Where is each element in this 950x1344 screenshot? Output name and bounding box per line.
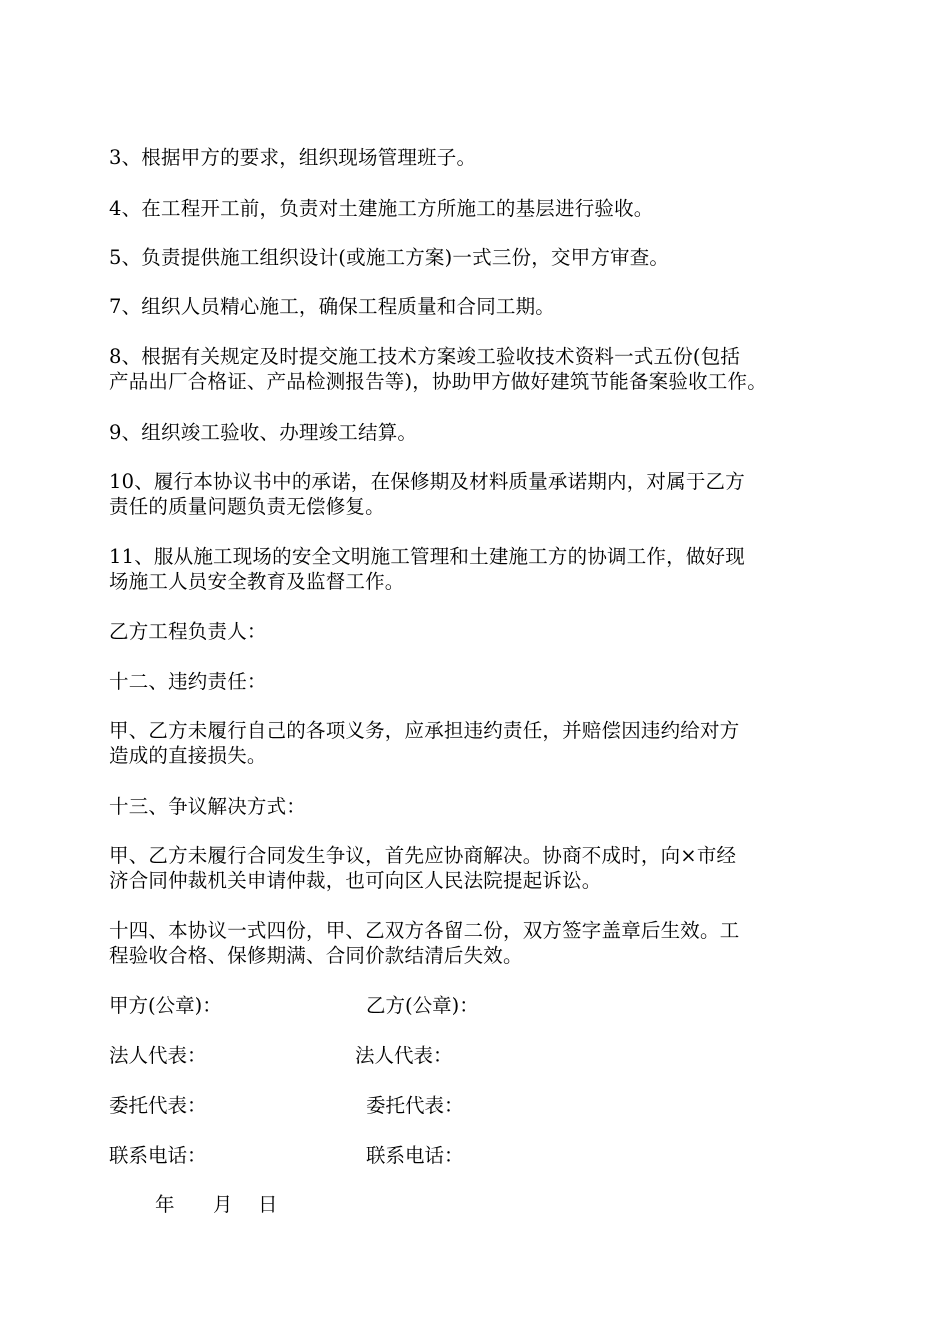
section-13-body: 甲、乙方未履行合同发生争议，首先应协商解决。协商不成时，向×市经 济合同仲裁机关申请仲裁，也可向区人民法院提起诉讼。	[109, 844, 737, 892]
obligation-item-8: 8、根据有关规定及时提交施工技术方案竣工验收技术资料一式五份(包括 产品出厂合格证、产品检测报告等)，协助甲方做好建筑节能备案验收工作。	[109, 345, 767, 393]
party-b-agent-label: 委托代表：	[366, 1094, 464, 1117]
party-b-phone-label: 联系电话：	[366, 1144, 464, 1167]
party-b-legal-rep-label: 法人代表：	[355, 1044, 453, 1067]
party-a-agent-label: 委托代表：	[109, 1094, 207, 1117]
section-13-heading: 十三、争议解决方式：	[109, 795, 307, 818]
obligation-item-10: 10、履行本协议书中的承诺，在保修期及材料质量承诺期内，对属于乙方 责任的质量问题负责无偿修复。	[109, 470, 745, 518]
date-year-label: 年	[155, 1193, 175, 1216]
party-a-legal-rep-label: 法人代表：	[109, 1044, 207, 1067]
obligation-item-4: 4、在工程开工前，负责对土建施工方所施工的基层进行验收。	[109, 197, 654, 220]
party-a-phone-label: 联系电话：	[109, 1144, 207, 1167]
section-12-body: 甲、乙方未履行自己的各项义务，应承担违约责任，并赔偿因违约给对方 造成的直接损失。	[109, 719, 740, 767]
obligation-item-3: 3、根据甲方的要求，组织现场管理班子。	[109, 146, 477, 169]
section-12-heading: 十二、违约责任：	[109, 670, 267, 693]
party-b-seal-label: 乙方(公章)：	[366, 994, 479, 1017]
obligation-item-11: 11、服从施工现场的安全文明施工管理和土建施工方的协调工作，做好现 场施工人员安全教育及监督工作。	[109, 545, 745, 593]
obligation-item-9: 9、组织竣工验收、办理竣工结算。	[109, 421, 418, 444]
party-b-manager-label: 乙方工程负责人：	[109, 620, 267, 643]
date-month-label: 月	[213, 1193, 233, 1216]
obligation-item-7: 7、组织人员精心施工，确保工程质量和合同工期。	[109, 295, 556, 318]
party-a-seal-label: 甲方(公章)：	[109, 994, 222, 1017]
date-day-label: 日	[258, 1193, 278, 1216]
obligation-item-5: 5、负责提供施工组织设计(或施工方案)一式三份，交甲方审查。	[109, 246, 670, 269]
section-14-body: 十四、本协议一式四份，甲、乙双方各留二份，双方签字盖章后生效。工 程验收合格、保修期满、合同价款结清后失效。	[109, 919, 740, 967]
